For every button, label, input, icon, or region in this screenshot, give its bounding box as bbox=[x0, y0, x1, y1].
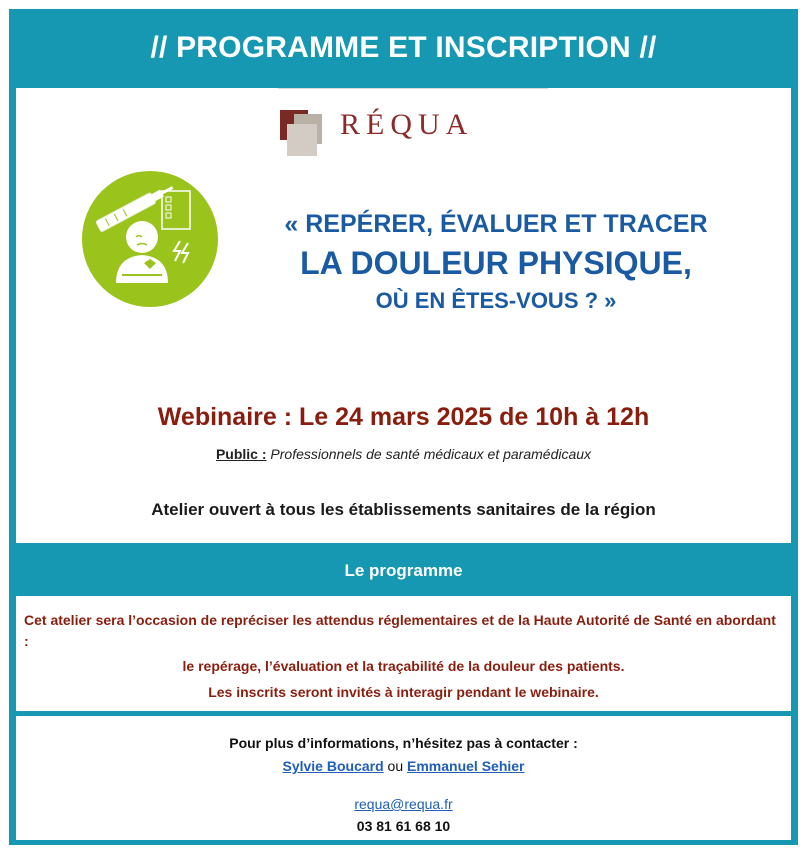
main-panel bbox=[16, 88, 791, 543]
programme-heading: Le programme bbox=[344, 561, 463, 580]
event-title-line2: LA DOULEUR PHYSIQUE, bbox=[300, 245, 692, 281]
programme-intro: Cet atelier sera l’occasion de repréciser les attendus réglementaires et de la Haute Autorité de Santé en abordant : bbox=[24, 612, 776, 649]
contact-email-link[interactable]: requa@requa.fr bbox=[354, 796, 453, 812]
webinar-date: Webinaire : Le 24 mars 2025 de 10h à 12h bbox=[157, 403, 650, 431]
header-bar bbox=[9, 9, 798, 87]
contact-phone: 03 81 61 68 10 bbox=[356, 818, 451, 834]
open-to-text: Atelier ouvert à tous les établissements sanitaires de la région bbox=[151, 500, 656, 519]
event-title-line3: OÙ EN ÊTES-VOUS ? » bbox=[375, 288, 617, 313]
contact-panel bbox=[16, 716, 791, 840]
contact-intro: Pour plus d’informations, n’hésitez pas à contacter : bbox=[229, 735, 578, 751]
requa-logo bbox=[278, 96, 548, 156]
logo-divider bbox=[278, 88, 548, 89]
contact-people bbox=[16, 758, 791, 774]
logo-text: RÉQUA bbox=[340, 108, 474, 141]
pain-patient-illustration-icon bbox=[82, 171, 218, 307]
contact-link-emmanuel[interactable]: Emmanuel Sehier bbox=[407, 758, 525, 774]
event-title bbox=[246, 208, 746, 316]
event-title-line1: « REPÉRER, ÉVALUER ET TRACER bbox=[284, 210, 708, 238]
programme-panel bbox=[16, 596, 791, 711]
public-line bbox=[16, 446, 791, 462]
programme-heading-bar bbox=[9, 549, 798, 593]
logo-squares-icon bbox=[280, 110, 330, 160]
programme-item-1: le repérage, l’évaluation et la traçabilité de la douleur des patients. bbox=[182, 658, 625, 674]
contact-or: ou bbox=[387, 758, 404, 774]
programme-item-2: Les inscrits seront invités à interagir pendant le webinaire. bbox=[208, 684, 599, 700]
public-label: Public : bbox=[215, 446, 267, 462]
teal-frame bbox=[9, 9, 798, 845]
header-title: // PROGRAMME ET INSCRIPTION // bbox=[150, 31, 657, 64]
contact-link-sylvie[interactable]: Sylvie Boucard bbox=[282, 758, 384, 774]
contact-email-line bbox=[16, 796, 791, 812]
public-value: Professionnels de santé médicaux et paramédicaux bbox=[270, 446, 592, 462]
